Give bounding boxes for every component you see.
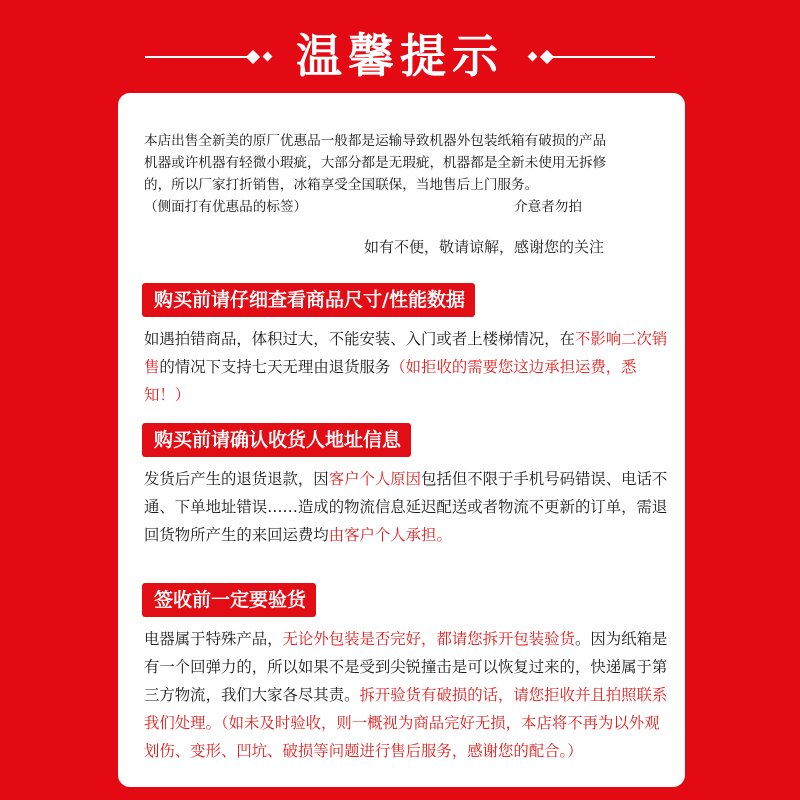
page-title: 温馨提示 bbox=[296, 29, 504, 83]
title-row bbox=[0, 12, 800, 82]
thanks-line: 如有不便，敬请谅解，感谢您的关注 bbox=[364, 238, 605, 256]
section-heading-address: 购买前请确认收货人地址信息 bbox=[142, 423, 411, 457]
intro-line: 的，所以厂家打折销售，冰箱享受全国联保，当地售后上门服务。 bbox=[144, 177, 539, 193]
intro-line: 机器或许机器有轻微小瑕疵，大部分都是无瑕疵，机器都是全新未使用无拆修 bbox=[144, 155, 607, 171]
intro-note-right: 介意者勿拍 bbox=[514, 199, 582, 215]
section-text-inspect: 电器属于特殊产品，无论外包装是否完好，都请您拆开包装验货。因为纸箱是有一个回弹力的，所以如果不是受到尖锐撞击是可以恢复过来的，快递属于第三方物流，我们大家各尽其责。拆开验货有破损的话，请您拒收并且拍照联系我们处理。（如未及时验收，则一概视为商品完好无损，本店将不再为以外观划伤、变形、凹坑、破损等问题进行售后服务，感谢您的配合。） bbox=[144, 630, 668, 760]
intro-text bbox=[144, 130, 672, 218]
intro-note: （侧面打有优惠品的标签） bbox=[144, 199, 308, 215]
section-text-size: 如遇拍错商品，体积过大，不能安装、入门或者上楼梯情况，在不影响二次销售的情况下支持七天无理由退货服务（如拒收的需要您这边承担运费，悉知！） bbox=[144, 330, 668, 404]
section-text-address: 发货后产生的退货退款，因客户个人原因包括但不限于手机号码错误、电话不通、下单地址错误……造成的物流信息延迟配送或者物流不更新的订单，需退回货物所产生的来回运费均由客户个人承担。 bbox=[144, 470, 668, 544]
section-heading-inspect: 签收前一定要验货 bbox=[142, 583, 316, 617]
notice-card bbox=[118, 93, 685, 787]
intro-line: 本店出售全新美的原厂优惠品一般都是运输导致机器外包装纸箱有破损的产品 bbox=[144, 133, 607, 149]
section-heading-size: 购买前请仔细查看商品尺寸/性能数据 bbox=[142, 283, 475, 317]
right-decor-line bbox=[545, 56, 655, 58]
